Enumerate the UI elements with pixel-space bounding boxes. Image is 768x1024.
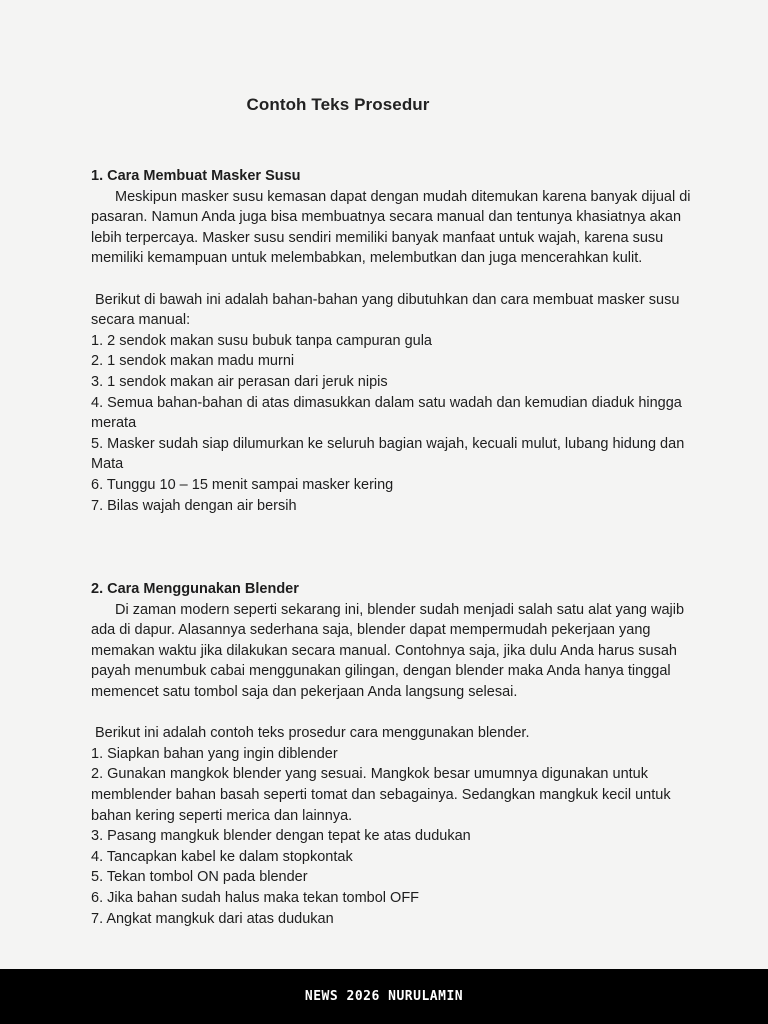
section-blender — [91, 579, 691, 929]
section-heading: 1. Cara Membuat Masker Susu — [91, 168, 301, 184]
step-item: 6. Tunggu 10 – 15 menit sampai masker kering — [91, 476, 394, 493]
step-item: 5. Masker sudah siap dilumurkan ke seluruh bagian wajah, kecuali mulut, lubang hidung dan Mata — [91, 435, 685, 473]
step-item: 1. Siapkan bahan yang ingin diblender — [91, 745, 338, 762]
section-heading: 2. Cara Menggunakan Blender — [91, 581, 299, 597]
step-item: 2. 1 sendok makan madu murni — [91, 353, 295, 370]
section-paragraph: Meskipun masker susu kemasan dapat dengan mudah ditemukan karena banyak dijual di pasaran. Namun Anda juga bisa membuatnya secara manual dan tentunya khasiatnya akan lebih terpercaya. Masker susu sendiri memiliki banyak manfaat untuk wajah, karena susu memiliki kemampuan untuk melembabkan, melembutkan dan juga mencerahkan kulit. — [91, 188, 691, 267]
step-item: 4. Tancapkan kabel ke dalam stopkontak — [91, 848, 353, 865]
step-item: 6. Jika bahan sudah halus maka tekan tombol OFF — [91, 889, 420, 906]
section-masker-susu — [91, 166, 691, 516]
step-item: 1. 2 sendok makan susu bubuk tanpa campuran gula — [91, 332, 432, 349]
document-title: Contoh Teks Prosedur — [246, 95, 430, 114]
steps-intro: Berikut ini adalah contoh teks prosedur cara menggunakan blender. — [95, 725, 530, 742]
step-item: 7. Angkat mangkuk dari atas dudukan — [91, 910, 334, 927]
section-paragraph: Di zaman modern seperti sekarang ini, blender sudah menjadi salah satu alat yang wajib ada di dapur. Alasannya sederhana saja, blender dapat mempermudah pekerjaan yang memakan waktu jika dilakukan secara manual. Contohnya saja, jika dulu Anda harus susah payah menumbuk cabai menggunakan gilingan, dengan blender maka Anda hanya tinggal memencet satu tombol saja dan pekerjaan Anda langsung selesai. — [91, 601, 685, 700]
step-item: 5. Tekan tombol ON pada blender — [91, 869, 308, 886]
steps-intro: Berikut di bawah ini adalah bahan-bahan yang dibutuhkan dan cara membuat masker susu secara manual: — [91, 291, 680, 329]
paragraph-gap — [91, 269, 691, 290]
footer-watermark: NEWS 2026 NURULAMIN — [304, 988, 464, 1004]
footer-bar — [0, 969, 768, 1024]
step-item: 7. Bilas wajah dengan air bersih — [91, 497, 297, 514]
paragraph-gap — [91, 703, 691, 724]
step-item: 3. 1 sendok makan air perasan dari jeruk nipis — [91, 373, 388, 390]
step-item: 4. Semua bahan-bahan di atas dimasukkan dalam satu wadah dan kemudian diaduk hingga merata — [91, 394, 682, 432]
step-item: 2. Gunakan mangkok blender yang sesuai. Mangkok besar umumnya digunakan untuk memblender bahan basah seperti tomat dan sebagainya. Sedangkan mangkuk kecil untuk bahan kering seperti merica dan lainnya. — [91, 766, 671, 824]
step-item: 3. Pasang mangkuk blender dengan tepat ke atas dudukan — [91, 828, 471, 845]
